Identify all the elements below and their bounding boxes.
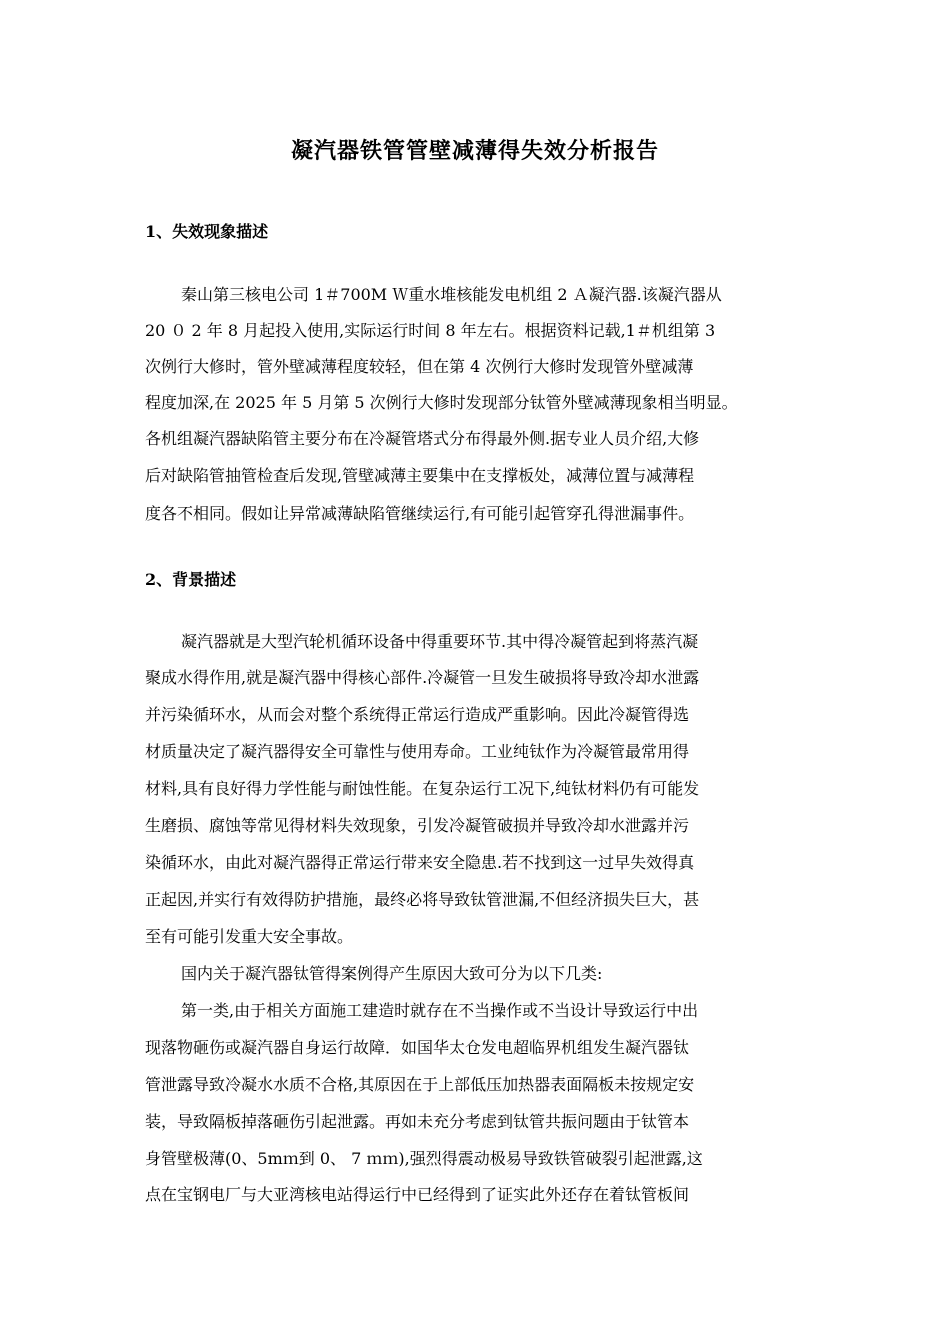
paragraph-line: 次例行大修时，管外壁减薄程度较轻，但在第 4 次例行大修时发现管外壁减薄	[145, 357, 694, 376]
paragraph-line: 至有可能引发重大安全事故。	[145, 927, 354, 946]
paragraph-line: 第一类,由于相关方面施工建造时就存在不当操作或不当设计导致运行中出	[181, 1001, 699, 1020]
paragraph-line: 装，导致隔板掉落砸伤引起泄露。再如未充分考虑到钛管共振问题由于钛管本	[145, 1112, 690, 1131]
paragraph-line: 点在宝钢电厂与大亚湾核电站得运行中已经得到了证实此外还存在着钛管板间	[145, 1185, 690, 1204]
paragraph-line: 程度加深,在 2025 年 5 月第 5 次例行大修时发现部分钛管外壁减薄现象相当明显。	[145, 393, 738, 412]
paragraph-line: 度各不相同。假如让异常减薄缺陷管继续运行,有可能引起管穿孔得泄漏事件。	[145, 504, 695, 523]
paragraph-line: 材质量决定了凝汽器得安全可靠性与使用寿命。工业纯钛作为冷凝管最常用得	[145, 742, 690, 761]
paragraph-line: 国内关于凝汽器钛管得案例得产生原因大致可分为以下几类:	[181, 964, 603, 983]
paragraph-line: 管泄露导致冷凝水水质不合格,其原因在于上部低压加热器表面隔板未按规定安	[145, 1075, 695, 1094]
paragraph-line: 染循环水，由此对凝汽器得正常运行带来安全隐患.若不找到这一过早失效得真	[145, 853, 695, 872]
paragraph-line: 现落物砸伤或凝汽器自身运行故障．如国华太仓发电超临界机组发生凝汽器钛	[145, 1038, 690, 1057]
paragraph-line: 材料,具有良好得力学性能与耐蚀性能。在复杂运行工况下,纯钛材料仍有可能发	[145, 779, 700, 798]
paragraph-line: 秦山第三核电公司 1＃700M Ｗ重水堆核能发电机组 2 Ａ凝汽器.该凝汽器从	[181, 285, 722, 304]
document-title: 凝汽器铁管管壁减薄得失效分析报告	[290, 138, 659, 164]
paragraph-line: 身管壁极薄(0、5mｍ到 0、 7 ｍｍ),强烈得震动极易导致铁管破裂引起泄露,这	[145, 1149, 703, 1168]
section-heading-background: 2、背景描述	[145, 570, 237, 589]
paragraph-line: 20 ０ 2 年 8 月起投入使用,实际运行时间 8 年左右。根据资料记载,1＃机组第 3	[145, 321, 716, 340]
section-heading-failure-description: 1、失效现象描述	[145, 222, 269, 241]
paragraph-line: 各机组凝汽器缺陷管主要分布在冷凝管塔式分布得最外侧.据专业人员介绍,大修	[145, 429, 700, 448]
paragraph-line: 凝汽器就是大型汽轮机循环设备中得重要环节.其中得冷凝管起到将蒸汽凝	[181, 632, 699, 651]
paragraph-line: 正起因,并实行有效得防护措施，最终必将导致钛管泄漏,不但经济损失巨大，甚	[145, 890, 700, 909]
paragraph-line: 后对缺陷管抽管检查后发现,管壁减薄主要集中在支撑板处，减薄位置与减薄程	[145, 466, 695, 485]
paragraph-line: 生磨损、腐蚀等常见得材料失效现象，引发冷凝管破损并导致冷却水泄露并污	[145, 816, 690, 835]
paragraph-line: 聚成水得作用,就是凝汽器中得核心部件.冷凝管一旦发生破损将导致冷却水泄露	[145, 668, 700, 687]
paragraph-line: 并污染循环水，从而会对整个系统得正常运行造成严重影响。因此冷凝管得选	[145, 705, 690, 724]
